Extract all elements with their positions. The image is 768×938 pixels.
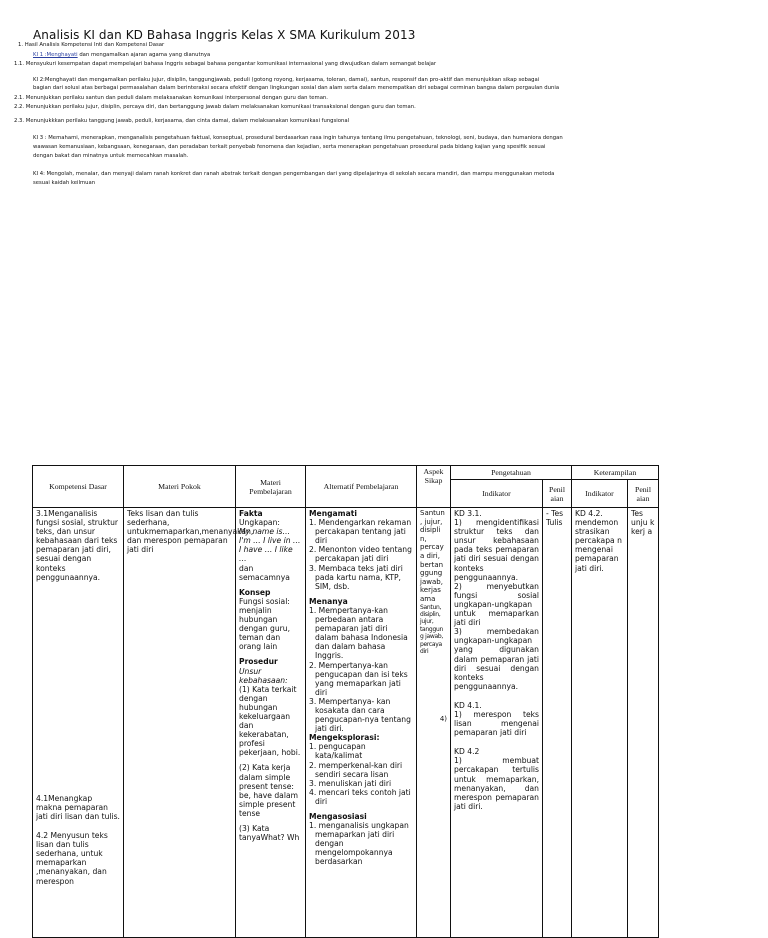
- fakta-heading: Fakta: [239, 509, 263, 518]
- penilaian-keterampilan-cell: Tes unju k kerj a: [628, 508, 659, 938]
- mengamati-item-2: 2. Menonton video tentang percakapan jati diri: [309, 545, 412, 564]
- indikator-kd-3-1: KD 3.1.: [454, 509, 482, 518]
- fakta-expressions: My name is… I'm … I live in … I have … I like …: [239, 527, 301, 564]
- indikator-item-2: 2) menyebutkan fungsi sosial ungkapan-ungkapan untuk memaparkan jati diri: [454, 581, 539, 628]
- konsep-text: menjalin hubungan dengan guru, teman dan orang lain: [239, 605, 290, 652]
- indikator-pengetahuan-cell: [451, 508, 543, 938]
- header-indikator-pengetahuan: Indikator: [451, 480, 543, 508]
- eksplorasi-item-3: 3. menuliskan jati diri: [309, 778, 392, 788]
- ki4-line-b: sesuai kaidah keilmuan: [33, 180, 96, 186]
- eksplorasi-item-2: 2. memperkenal-kan diri sendiri secara lisan: [309, 760, 403, 779]
- indikator-item-5: 1) membuat percakapan tertulis untuk memaparkan, menanyakan, dan merespon pemaparan jati diri.: [454, 756, 539, 811]
- ki3-line-c: dengan bakat dan minatnya untuk memecahkan masalah.: [33, 153, 189, 159]
- ki2-line-b: bagian dari solusi atas berbagai permasalahan dalam berinteraksi secara efektif dengan lingkungan sosial dan alam serta dalam menempatkan diri sebagai cerminan bangsa dalam pergaulan dunia: [33, 85, 560, 91]
- indikator-item-4: 1) merespon teks lisan mengenai pemaparan jati diri: [454, 709, 539, 738]
- indikator-kd-4-1: KD 4.1.: [454, 700, 482, 710]
- kd-2-2: 2.2. Menunjukkan perilaku jujur, disiplin, percaya diri, dan bertanggung jawab dalam melaksanakan komunikasi transaksional dengan guru dan teman.: [14, 104, 416, 110]
- prosedur-label: Unsur kebahasaan:: [239, 666, 288, 685]
- kd-4-2-cell: 4.2 Menyusun teks lisan dan tulis sederhana, untuk memaparkan ,menanyakan, dan merespon: [36, 831, 108, 886]
- ki4-line-a: KI 4: Mengolah, menalar, dan menyaji dalam ranah konkret dan ranah abstrak terkait dengan pengembangan dari yang dipelajarinya di sekolah secara mandiri, dan mampu menggunakan metoda: [33, 171, 555, 177]
- mengamati-item-1: 1. Mendengarkan rekaman percakapan tentang jati diri: [309, 518, 412, 546]
- asosiasi-item-1: 1. menganalisis ungkapan memaparkan jati diri dengan mengelompokannya berdasarkan: [309, 821, 409, 867]
- alternatif-cell: [306, 508, 417, 938]
- mengamati-item-3: 3. Membaca teks jati diri pada kartu nama, KTP, SIM, dsb.: [309, 563, 403, 591]
- sikap-santun: Santun: [420, 509, 445, 517]
- header-aspek-sikap: Aspek Sikap: [417, 466, 451, 508]
- fakta-etc: dan semacamnya: [239, 563, 290, 582]
- header-keterampilan: Keterampilan: [572, 466, 659, 480]
- eksplorasi-item-4: 4. mencari teks contoh jati diri: [309, 787, 411, 806]
- ki1-text: dan mengamalkan ajaran agama yang dianutnya: [77, 52, 211, 58]
- kd-2-1: 2.1. Menunjukkan perilaku santun dan peduli dalam melaksanakan komunikasi interpersonal dengan guru dan teman.: [14, 95, 328, 101]
- ki3-line-b: wawasan kemanusiaan, kebangsaan, kenegaraan, dan peradaban terkait penyebab fenomena dan kejadian, serta menerapkan pengetahuan prosedural pada bidang kajian yang spesifik sesuai: [33, 144, 546, 150]
- header-materi-pembelajaran: Materi Pembelajaran: [236, 466, 306, 508]
- sikap-number-4: 4): [439, 715, 447, 724]
- intro-item-1: 1. Hasil Analisis Kompetensi Inti dan Kompetensi Dasar: [18, 42, 165, 48]
- header-alternatif: Alternatif Pembelajaran: [306, 466, 417, 508]
- sikap-percaya-diri: percay a diri,: [420, 543, 444, 560]
- eksplorasi-item-1: 1. pengucapan kata/kalimat: [309, 742, 366, 761]
- kd-analysis-table: [32, 465, 659, 938]
- sikap-tanggung-jawab: bertan ggung jawab,: [420, 560, 444, 586]
- menanya-item-3: 3. Mempertanya- kan kosakata dan cara pengucapan-nya tentang jati diri.: [309, 696, 411, 734]
- indikator-item-3: 3) membedakan ungkapan-ungkapan yang digunakan dalam pemaparan jati diri sesuai dengan konteks penggunaannya.: [454, 627, 539, 691]
- ki1-link[interactable]: KI 1 :Menghayati: [33, 52, 78, 58]
- sikap-summary: Santun, disiplin, jujur, tanggun g jawab, percaya diri: [420, 603, 443, 655]
- kd-2-3: 2.3. Menunjukkkan perilaku tanggung jawab, peduli, kerjasama, dan cinta damai, dalam melaksanakan komunikasi fungsional: [14, 118, 350, 124]
- menanya-item-1: 1. Mempertanya-kan perbedaan antara pemaparan jati diri dalam bahasa Indonesia dan dalam bahasa Inggris.: [309, 605, 408, 661]
- sikap-kerjasama: kerjas ama: [420, 586, 441, 603]
- konsep-heading: Konsep: [239, 587, 271, 597]
- prosedur-item-3: (3) Kata tanyaWhat? Wh: [239, 824, 300, 843]
- kd-4-1-cell: 4.1Menangkap makna pemaparan jati diri lisan dan tulis.: [36, 793, 120, 821]
- mengamati-heading: Mengamati: [309, 509, 357, 518]
- konsep-label: Fungsi sosial:: [239, 596, 290, 606]
- indikator-kd-4-2: KD 4.2: [454, 747, 480, 757]
- header-pengetahuan: Pengetahuan: [451, 466, 572, 480]
- materi-pokok-cell: Teks lisan dan tulis sederhana, untukmemaparkan,menanyakan, dan merespon pemaparan jati diri: [124, 508, 236, 938]
- page-title: Analisis KI dan KD Bahasa Inggris Kelas X SMA Kurikulum 2013: [33, 28, 416, 42]
- indikator-item-1: 1) mengidentifikasi struktur teks dan unsur kebahasaan pada teks pemaparan jati diri sesuai dengan konteks penggunaannya.: [454, 518, 539, 582]
- header-penilaian-keterampilan: Penil aian: [628, 480, 659, 508]
- prosedur-item-2: (2) Kata kerja dalam simple present tense: be, have dalam simple present tense: [239, 763, 298, 818]
- menanya-heading: Menanya: [309, 596, 348, 606]
- sikap-jujur: , jujur,: [420, 517, 443, 526]
- kd-column: [33, 508, 124, 938]
- sikap-disiplin: disipli n,: [420, 526, 441, 543]
- fakta-label: Ungkapan:: [239, 518, 280, 528]
- ki2-line-a: KI 2:Menghayati dan mengamalkan perilaku jujur, disiplin, tanggungjawab, peduli (gotong royong, kerjasama, toleran, damai), santun, responsif dan pro-aktif dan menunjukkan sikap sebagai: [33, 77, 540, 83]
- asosiasi-heading: Mengasosiasi: [309, 812, 367, 821]
- ki3-line-a: KI 3 : Memahami, menerapkan, menganalisis pengetahuan faktual, konseptual, prosedural berdasarkan rasa ingin tahunya tentang ilmu pengetahuan, teknologi, seni, budaya, dan humaniora dengan: [33, 135, 563, 141]
- menanya-item-2: 2. Mempertanya-kan pengucapan dan isi teks yang memaparkan jati diri: [309, 660, 408, 697]
- penilaian-pengetahuan-cell: - Tes Tulis: [543, 508, 572, 938]
- materi-pembelajaran-cell: [236, 508, 306, 938]
- kd-1-1: 1.1. Mensyukuri kesempatan dapat mempelajari bahasa Inggris sebagai bahasa pengantar komunikasi internasional yang diwujudkan dalam semangat belajar: [14, 61, 437, 67]
- aspek-sikap-cell: [417, 508, 451, 938]
- header-indikator-keterampilan: Indikator: [572, 480, 628, 508]
- ki1-line: [33, 52, 210, 58]
- indikator-keterampilan-cell: KD 4.2. mendemon strasikan percakapa n mengenai pemaparan jati diri.: [572, 508, 628, 938]
- prosedur-heading: Prosedur: [239, 657, 278, 667]
- header-penilaian-pengetahuan: Penil aian: [543, 480, 572, 508]
- kd-3-1-cell: 3.1Menganalisis fungsi sosial, struktur teks, dan unsur kebahasaan dari teks pemaparan jati diri, sesuai dengan konteks penggunaannya.: [36, 509, 119, 582]
- prosedur-item-1: (1) Kata terkait dengan hubungan kekeluargaan dan kekerabatan, profesi pekerjaan, hobi.: [239, 684, 301, 758]
- header-materi-pokok: Materi Pokok: [124, 466, 236, 508]
- eksplorasi-heading: Mengeksplorasi:: [309, 733, 380, 743]
- header-kompetensi-dasar: Kompetensi Dasar: [33, 466, 124, 508]
